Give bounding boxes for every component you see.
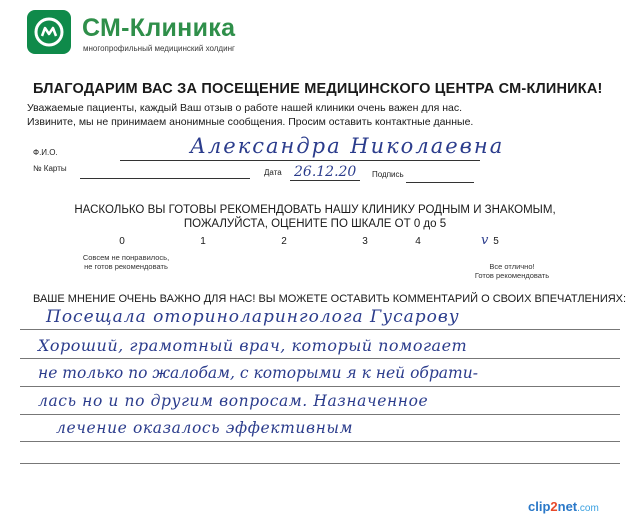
comment-line-rule bbox=[20, 329, 620, 330]
scale-low-note: Совсем не понравилось, не готов рекомендовать bbox=[82, 253, 170, 271]
clinic-name: СМ-Клиника bbox=[82, 14, 236, 42]
comment-line-rule bbox=[20, 441, 620, 442]
clip2net-watermark: clip2net.com bbox=[528, 499, 599, 514]
clinic-logo-icon bbox=[27, 10, 71, 54]
comment-line-rule bbox=[20, 414, 620, 415]
fio-label: Ф.И.О. bbox=[33, 148, 58, 157]
fio-handwritten-value[interactable]: Александра Николаевна bbox=[190, 134, 505, 158]
comment-line-rule bbox=[20, 463, 620, 464]
scale-option-4[interactable]: 4 bbox=[415, 236, 421, 247]
intro-line-1: Уважаемые пациенты, каждый Ваш отзыв о работе нашей клиники очень важен для нас. bbox=[27, 102, 463, 114]
fio-underline bbox=[120, 160, 480, 161]
signature-underline bbox=[406, 182, 474, 183]
scale-option-2[interactable]: 2 bbox=[281, 236, 287, 247]
comment-line-rule bbox=[20, 386, 620, 387]
comment-handwritten-line[interactable]: не только по жалобам, с которыми я к ней обрати- bbox=[38, 364, 478, 382]
question-line-1: НАСКОЛЬКО ВЫ ГОТОВЫ РЕКОМЕНДОВАТЬ НАШУ КЛИНИКУ РОДНЫМ И ЗНАКОМЫМ, bbox=[74, 204, 556, 216]
scale-option-3[interactable]: 3 bbox=[362, 236, 368, 247]
card-number-label: № Карты bbox=[33, 164, 67, 173]
comment-handwritten-line[interactable]: лась но и по другим вопросам. Назначенное bbox=[38, 392, 429, 410]
date-underline bbox=[290, 180, 360, 181]
scale-option-5[interactable]: 5 bbox=[493, 236, 499, 247]
selected-checkmark: v bbox=[481, 233, 489, 248]
comment-handwritten-line[interactable]: Хороший, грамотный врач, который помогает bbox=[38, 336, 468, 355]
card-number-underline bbox=[80, 178, 250, 179]
clinic-tagline: многопрофильный медицинский холдинг bbox=[83, 44, 235, 53]
scale-option-0[interactable]: 0 bbox=[119, 236, 125, 247]
scale-high-note: Все отлично! Готов рекомендовать bbox=[474, 262, 550, 280]
comment-line-rule bbox=[20, 358, 620, 359]
comment-handwritten-line[interactable]: лечение оказалось эффективным bbox=[56, 419, 354, 437]
form-title: БЛАГОДАРИМ ВАС ЗА ПОСЕЩЕНИЕ МЕДИЦИНСКОГО ЦЕНТРА СМ-КЛИНИКА! bbox=[33, 81, 603, 97]
date-handwritten-value[interactable]: 26.12.20 bbox=[294, 164, 357, 180]
recommendation-question bbox=[30, 203, 600, 231]
signature-label: Подпись bbox=[372, 170, 404, 179]
intro-line-2: Извините, мы не принимаем анонимные сообщения. Просим оставить контактные данные. bbox=[27, 116, 474, 128]
scale-option-1[interactable]: 1 bbox=[200, 236, 206, 247]
comment-handwritten-line[interactable]: Посещала оториноларинголога Гусарову bbox=[46, 307, 460, 327]
comments-title: ВАШЕ МНЕНИЕ ОЧЕНЬ ВАЖНО ДЛЯ НАС! ВЫ МОЖЕТЕ ОСТАВИТЬ КОММЕНТАРИЙ О СВОИХ ВПЕЧАТЛЕНИЯХ: bbox=[33, 293, 627, 305]
question-line-2: ПОЖАЛУЙСТА, ОЦЕНИТЕ ПО ШКАЛЕ ОТ 0 до 5 bbox=[183, 218, 447, 230]
date-label: Дата bbox=[264, 168, 282, 177]
